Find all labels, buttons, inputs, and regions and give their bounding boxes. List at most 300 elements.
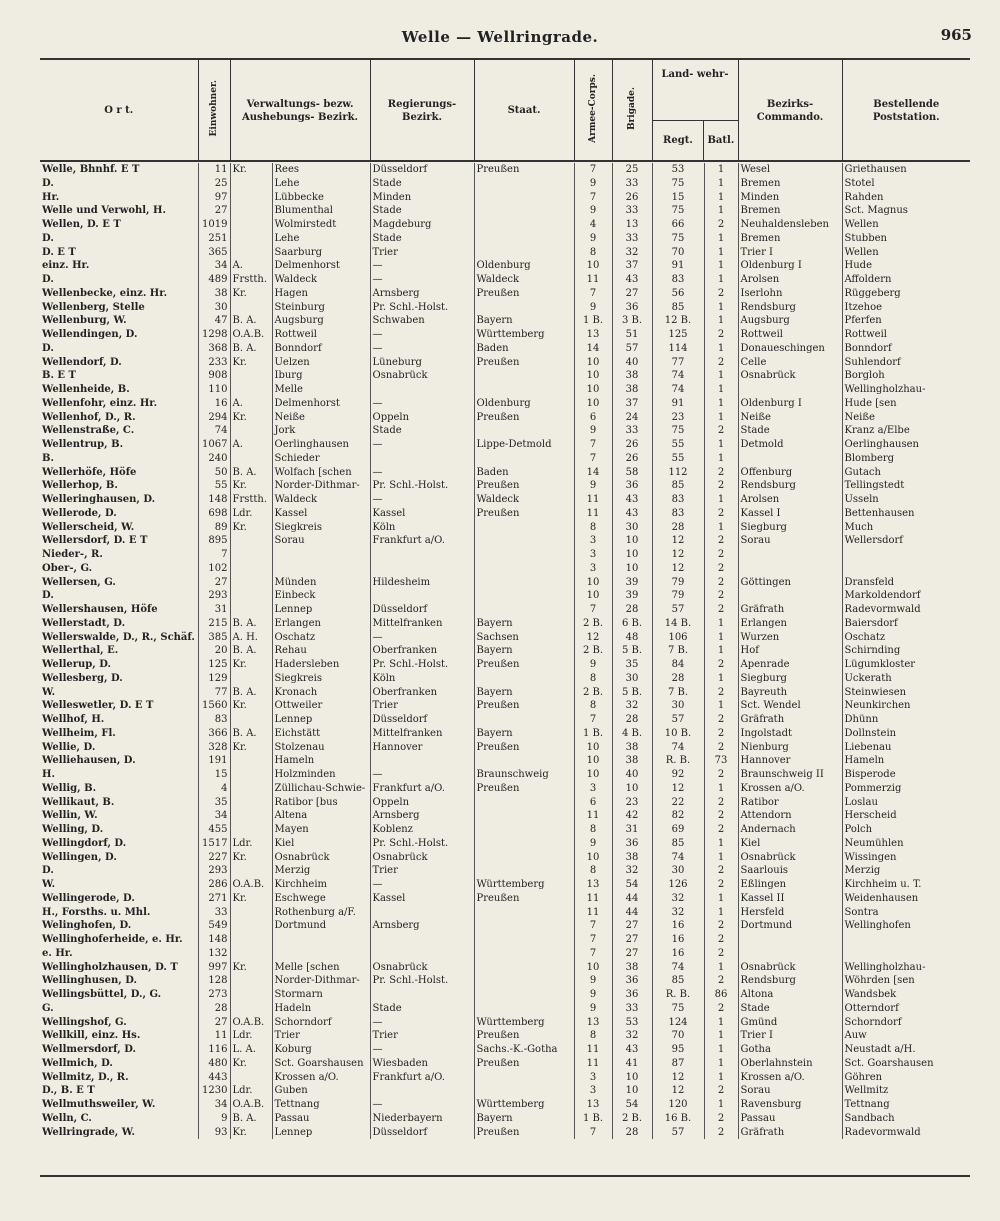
cell: Wellerhöfe, Höfe [42, 466, 137, 478]
cell [474, 521, 574, 535]
table-row [40, 218, 970, 232]
cell: — [370, 466, 474, 480]
cell: 36 [612, 301, 652, 315]
cell: Preußen [474, 356, 574, 370]
cell: Hersfeld [738, 906, 842, 920]
cell: 93 [198, 1126, 230, 1140]
cell: D. [42, 177, 54, 189]
cell: Dortmund [272, 919, 370, 933]
cell: 28 [612, 1126, 652, 1140]
cell: 8 [574, 699, 612, 713]
cell: Preußen [474, 411, 574, 425]
cell: 13 [574, 878, 612, 892]
cell: 11 [574, 273, 612, 287]
column-headers [40, 60, 970, 161]
cell: Ottweiler [272, 699, 370, 713]
cell: 1 B. [574, 727, 612, 741]
cell: Radevormwald [842, 603, 970, 617]
cell: 3 [574, 1071, 612, 1085]
cell [474, 576, 574, 590]
cell: 10 B. [652, 727, 704, 741]
cell: Gräfrath [738, 713, 842, 727]
table-row [40, 754, 970, 768]
cell: 10 [612, 562, 652, 576]
cell: Bremen [738, 177, 842, 191]
cell: 26 [612, 452, 652, 466]
cell: 10 [574, 768, 612, 782]
cell: 14 B. [652, 617, 704, 631]
cell: B. A. [230, 314, 272, 328]
cell: Kronach [272, 686, 370, 700]
cell [842, 933, 970, 947]
cell: 1 [704, 383, 738, 397]
cell: 1 [704, 191, 738, 205]
cell [738, 452, 842, 466]
cell: 2 [704, 919, 738, 933]
cell [230, 191, 272, 205]
cell [230, 246, 272, 260]
cell: 84 [652, 658, 704, 672]
cell: Wellerhop, B. [42, 480, 118, 492]
cell: 8 [574, 823, 612, 837]
cell: 2 [704, 424, 738, 438]
table-row [40, 878, 970, 892]
table-row [40, 919, 970, 933]
table-row [40, 603, 970, 617]
cell: Saarburg [272, 246, 370, 260]
cell: — [370, 768, 474, 782]
cell [230, 204, 272, 218]
cell: 10 [574, 851, 612, 865]
cell: Wesel [738, 163, 842, 177]
cell: 1 [704, 521, 738, 535]
cell: Welleringhausen, D. [42, 494, 156, 505]
cell: Tellingstedt [842, 479, 970, 493]
cell: 15 [198, 768, 230, 782]
cell: 31 [198, 603, 230, 617]
cell: Wellmuthsweiler, W. [42, 1099, 156, 1110]
cell: Wellig, B. [42, 782, 97, 794]
table-row [40, 576, 970, 590]
cell: 148 [198, 933, 230, 947]
cell: Steinburg [272, 301, 370, 315]
cell: Iburg [272, 369, 370, 383]
cell: Lüneburg [370, 356, 474, 370]
cell [230, 177, 272, 191]
cell: 9 [574, 837, 612, 851]
table-row [40, 369, 970, 383]
cell: Osnabrück [272, 851, 370, 865]
cell: 74 [652, 369, 704, 383]
cell [230, 452, 272, 466]
cell: 33 [612, 1002, 652, 1016]
cell: Trier [370, 699, 474, 713]
cell: 11 [574, 892, 612, 906]
cell: Sct. Goarshausen [842, 1057, 970, 1071]
cell: Einbeck [272, 589, 370, 603]
cell: 77 [198, 686, 230, 700]
cell: 33 [612, 232, 652, 246]
cell: Oschatz [272, 631, 370, 645]
cell [230, 823, 272, 837]
cell: Preußen [474, 1126, 574, 1140]
cell: Siegkreis [272, 521, 370, 535]
cell: Preußen [474, 1057, 574, 1071]
cell: Sorau [738, 1084, 842, 1098]
cell: Celle [738, 356, 842, 370]
cell: Wellenhof, D., R. [42, 411, 136, 423]
cell: Preußen [474, 699, 574, 713]
cell: — [370, 1098, 474, 1112]
cell: 41 [612, 1057, 652, 1071]
cell: Usseln [842, 493, 970, 507]
cell: Kiel [272, 837, 370, 851]
cell: Hameln [842, 754, 970, 768]
cell: 85 [652, 301, 704, 315]
cell: 549 [198, 919, 230, 933]
cell: Bayern [474, 314, 574, 328]
cell: Waldeck [474, 493, 574, 507]
cell: 85 [652, 837, 704, 851]
cell: L. A. [230, 1043, 272, 1057]
cell: 36 [612, 988, 652, 1002]
cell: 32 [612, 246, 652, 260]
cell [474, 906, 574, 920]
cell: Kassel [370, 507, 474, 521]
cell: Lügumkloster [842, 658, 970, 672]
cell: Kr. [230, 699, 272, 713]
cell: 16 [652, 933, 704, 947]
cell: 7 [574, 919, 612, 933]
cell: 37 [612, 259, 652, 273]
table-row [40, 507, 970, 521]
cell [474, 548, 574, 562]
cell: Wellringrade, W. [42, 1126, 135, 1138]
cell: Rees [272, 163, 370, 177]
cell: 57 [612, 342, 652, 356]
cell: Rothenburg a/F. [272, 906, 370, 920]
cell: Detmold [738, 438, 842, 452]
cell [738, 562, 842, 576]
cell: 2 [704, 658, 738, 672]
cell: 75 [652, 1002, 704, 1016]
cell: 27 [612, 933, 652, 947]
table-row [40, 727, 970, 741]
cell: 10 [612, 1084, 652, 1098]
cell: Kr. [230, 1057, 272, 1071]
cell: 31 [612, 823, 652, 837]
cell: Sontra [842, 906, 970, 920]
table-row [40, 1098, 970, 1112]
cell: Bremen [738, 204, 842, 218]
cell: 1 [704, 452, 738, 466]
cell: Stade [370, 177, 474, 191]
cell: 26 [612, 191, 652, 205]
cell: 6 B. [612, 617, 652, 631]
cell: 2 [704, 589, 738, 603]
cell [474, 383, 574, 397]
cell: Oschatz [842, 631, 970, 645]
table-row [40, 782, 970, 796]
cell: 32 [652, 906, 704, 920]
header-bezirks: Bezirks- Commando. [738, 60, 842, 161]
table-row [40, 548, 970, 562]
cell: 1 B. [574, 1112, 612, 1126]
cell: 1 [704, 397, 738, 411]
cell: 28 [652, 521, 704, 535]
table-row [40, 1084, 970, 1098]
cell [474, 603, 574, 617]
cell: Wellingerode, D. [42, 892, 135, 904]
cell [230, 864, 272, 878]
cell: Pr. Schl.-Holst. [370, 837, 474, 851]
cell: Nieder-, R. [42, 549, 103, 560]
cell: 39 [612, 576, 652, 590]
cell: 33 [198, 906, 230, 920]
cell: O.A.B. [230, 328, 272, 342]
table-row [40, 768, 970, 782]
cell: Auw [842, 1029, 970, 1043]
header-verwaltung: Verwaltungs- bezw. Aushebungs- Bezirk. [230, 60, 370, 161]
cell: 28 [612, 713, 652, 727]
cell: Kassel I [738, 507, 842, 521]
cell: Andernach [738, 823, 842, 837]
data-table [40, 163, 970, 1139]
cell: Erlangen [272, 617, 370, 631]
cell: Pommerzig [842, 782, 970, 796]
cell: Ldr. [230, 1029, 272, 1043]
cell: 57 [652, 1126, 704, 1140]
cell: Welinghofen, D. [42, 920, 132, 932]
cell [370, 988, 474, 1002]
cell: 27 [198, 1016, 230, 1030]
cell [474, 947, 574, 961]
cell: Stade [370, 204, 474, 218]
cell: Rottweil [738, 328, 842, 342]
cell: Minden [370, 191, 474, 205]
cell: Arolsen [738, 493, 842, 507]
cell: Sct. Goarshausen [272, 1057, 370, 1071]
cell: 112 [652, 466, 704, 480]
cell: Stormarn [272, 988, 370, 1002]
cell: Blumenthal [272, 204, 370, 218]
cell: Kr. [230, 658, 272, 672]
cell: Much [842, 521, 970, 535]
cell: 42 [612, 809, 652, 823]
cell: Kr. [230, 163, 272, 177]
cell [230, 947, 272, 961]
cell: 233 [198, 356, 230, 370]
cell: Schieder [272, 452, 370, 466]
cell: W. [42, 879, 56, 890]
cell: Stade [738, 424, 842, 438]
cell: Bisperode [842, 768, 970, 782]
cell: 1 [704, 438, 738, 452]
cell [230, 369, 272, 383]
cell: 28 [612, 603, 652, 617]
cell: Ldr. [230, 507, 272, 521]
table-row [40, 1016, 970, 1030]
cell: 2 B. [612, 1112, 652, 1126]
cell: Hof [738, 644, 842, 658]
cell [230, 603, 272, 617]
cell: Sct. Wendel [738, 699, 842, 713]
cell [474, 713, 574, 727]
cell: Ratibor [738, 796, 842, 810]
cell: Waldeck [272, 273, 370, 287]
cell: Delmenhorst [272, 397, 370, 411]
cell: 10 [574, 383, 612, 397]
cell [230, 232, 272, 246]
cell: 1 [704, 301, 738, 315]
cell: 9 [574, 424, 612, 438]
table-row [40, 1029, 970, 1043]
cell: 1 [704, 342, 738, 356]
cell: 7 B. [652, 644, 704, 658]
table-row [40, 493, 970, 507]
cell: Preußen [474, 658, 574, 672]
cell: Wellen [842, 218, 970, 232]
cell: D. [42, 232, 54, 244]
cell: 5 B. [612, 644, 652, 658]
table-row [40, 383, 970, 397]
cell: Rottweil [272, 328, 370, 342]
cell: Waldeck [474, 273, 574, 287]
cell: 11 [574, 1057, 612, 1071]
cell: Suhlendorf [842, 356, 970, 370]
cell [474, 301, 574, 315]
cell [842, 548, 970, 562]
cell: Radevormwald [842, 1126, 970, 1140]
header-brigade: Brigade. [612, 60, 652, 161]
cell: 1067 [198, 438, 230, 452]
table-row [40, 411, 970, 425]
cell: 293 [198, 864, 230, 878]
cell: Dransfeld [842, 576, 970, 590]
cell: 191 [198, 754, 230, 768]
cell: 28 [652, 672, 704, 686]
cell: Hadersleben [272, 658, 370, 672]
cell [474, 823, 574, 837]
cell: 13 [574, 1098, 612, 1112]
cell: Altona [738, 988, 842, 1002]
cell: 27 [198, 576, 230, 590]
cell: Schorndorf [842, 1016, 970, 1030]
cell: Markoldendorf [842, 589, 970, 603]
cell: 1 [704, 411, 738, 425]
cell: 251 [198, 232, 230, 246]
table-row [40, 933, 970, 947]
cell: 1 [704, 1043, 738, 1057]
cell: Pr. Schl.-Holst. [370, 974, 474, 988]
cell: 11 [574, 493, 612, 507]
cell: 7 [574, 947, 612, 961]
cell: 2 [704, 1002, 738, 1016]
table-row [40, 328, 970, 342]
cell: Neumühlen [842, 837, 970, 851]
cell: Wellersdorf, D. E T [42, 535, 148, 547]
cell: Itzehoe [842, 301, 970, 315]
cell: Hameln [272, 754, 370, 768]
cell: Wellie, D. [42, 741, 96, 753]
table-row [40, 163, 970, 177]
cell: B. A. [230, 466, 272, 480]
cell: Minden [738, 191, 842, 205]
cell: 2 [704, 562, 738, 576]
cell: Wissingen [842, 851, 970, 865]
cell: 75 [652, 204, 704, 218]
cell [738, 947, 842, 961]
cell: Kirchheim u. T. [842, 878, 970, 892]
cell: 1560 [198, 699, 230, 713]
cell: 1 [704, 177, 738, 191]
cell: 908 [198, 369, 230, 383]
cell: 1 [704, 631, 738, 645]
cell: Kranz a/Elbe [842, 424, 970, 438]
table-row [40, 301, 970, 315]
cell: 240 [198, 452, 230, 466]
cell: 20 [198, 644, 230, 658]
cell [474, 191, 574, 205]
cell: 91 [652, 397, 704, 411]
cell: Gotha [738, 1043, 842, 1057]
cell: Züllichau-Schwie- [272, 782, 370, 796]
cell: Göhren [842, 1071, 970, 1085]
cell: 85 [652, 479, 704, 493]
cell: Oerlinghausen [272, 438, 370, 452]
cell: 2 [704, 878, 738, 892]
table-row [40, 837, 970, 851]
cell: 3 B. [612, 314, 652, 328]
cell: Sorau [738, 534, 842, 548]
header-ort: O r t. [104, 105, 134, 116]
cell: Mayen [272, 823, 370, 837]
cell: 57 [652, 713, 704, 727]
cell: 34 [198, 809, 230, 823]
cell: 365 [198, 246, 230, 260]
cell: Wellendingen, D. [42, 329, 138, 340]
cell [474, 796, 574, 810]
cell [474, 1084, 574, 1098]
cell: Wandsbek [842, 988, 970, 1002]
cell: Wellmitz [842, 1084, 970, 1098]
cell: 1 [704, 837, 738, 851]
cell: Kiel [738, 837, 842, 851]
cell: 77 [652, 356, 704, 370]
cell: 10 [574, 356, 612, 370]
table-row [40, 466, 970, 480]
cell: 32 [612, 864, 652, 878]
cell [230, 1002, 272, 1016]
cell [370, 933, 474, 947]
cell: Wellin, W. [42, 810, 98, 822]
cell: 58 [612, 466, 652, 480]
cell: Melle [272, 383, 370, 397]
cell: 32 [612, 699, 652, 713]
cell: Wellkill, einz. Hs. [42, 1030, 141, 1042]
cell: Hr. [42, 191, 60, 203]
cell: 28 [198, 1002, 230, 1016]
cell: Kirchheim [272, 878, 370, 892]
cell: Lennep [272, 1126, 370, 1140]
cell [474, 933, 574, 947]
cell [230, 301, 272, 315]
cell: Gutach [842, 466, 970, 480]
cell: Osnabrück [370, 369, 474, 383]
cell: Siegburg [738, 521, 842, 535]
cell: 27 [612, 287, 652, 301]
cell [474, 589, 574, 603]
